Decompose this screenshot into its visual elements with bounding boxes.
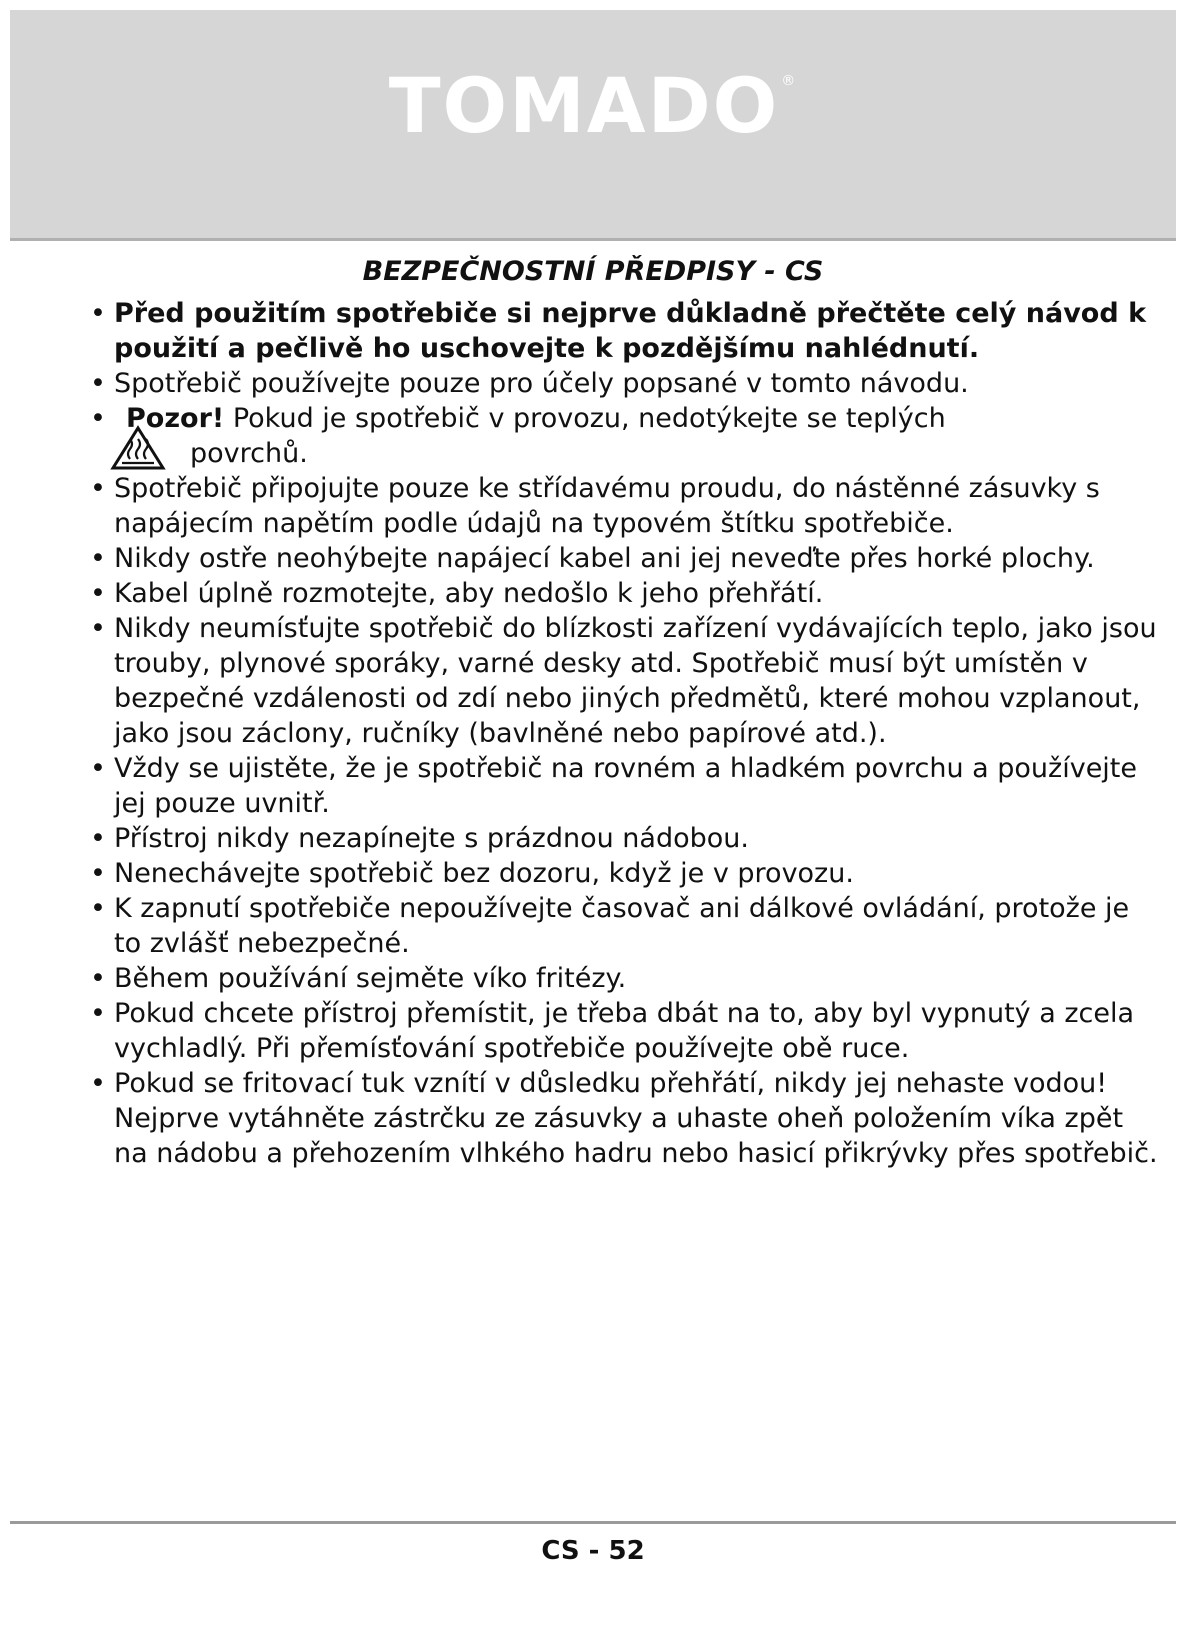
rule-item bbox=[90, 611, 1160, 751]
rule-item bbox=[90, 751, 1160, 821]
brand-logo bbox=[10, 61, 1176, 150]
rule-item-warning bbox=[90, 401, 1160, 471]
bullet: • bbox=[90, 963, 106, 994]
bullet: • bbox=[90, 893, 106, 924]
rule-item bbox=[90, 576, 1160, 611]
rule-text: Vždy se ujistěte, že je spotřebič na rovném a hladkém povrchu a používejte jej pouze uvnitř. bbox=[114, 753, 1138, 819]
bullet: • bbox=[90, 1068, 106, 1099]
bullet: • bbox=[90, 578, 106, 609]
bullet: • bbox=[90, 998, 106, 1029]
rule-text-continued: povrchů. bbox=[190, 438, 308, 469]
rule-text: Nenechávejte spotřebič bez dozoru, když je v provozu. bbox=[114, 858, 854, 889]
rule-text: Pokud se fritovací tuk vznítí v důsledku přehřátí, nikdy jej nehaste vodou! Nejprve vytáhněte zástrčku ze zásuvky a uhaste oheň položením víka zpět na nádobu a přehozením vlhkého hadru nebo hasicí přikrývky přes spotřebič. bbox=[114, 1068, 1158, 1169]
rule-text: Během používání sejměte víko fritézy. bbox=[114, 963, 627, 994]
rule-text: Přístroj nikdy nezapínejte s prázdnou nádobou. bbox=[114, 823, 749, 854]
bullet: • bbox=[90, 298, 106, 329]
safety-rules-list bbox=[90, 296, 1160, 1171]
rule-text: Spotřebič připojujte pouze ke střídavému proudu, do nástěnné zásuvky s napájecím napětím podle údajů na typovém štítku spotřebiče. bbox=[114, 473, 1100, 539]
bullet: • bbox=[90, 753, 106, 784]
rule-item bbox=[90, 856, 1160, 891]
hot-surface-warning-icon bbox=[110, 425, 166, 471]
rule-text: Nikdy neumísťujte spotřebič do blízkosti zařízení vydávajících teplo, jako jsou trouby, plynové sporáky, varné desky atd. Spotřebič musí být umístěn v bezpečné vzdálenosti od zdí nebo jiných předmětů, které mohou vzplanout, jako jsou záclony, ručníky (bavlněné nebo papírové atd.). bbox=[114, 613, 1157, 749]
page-title: BEZPEČNOSTNÍ PŘEDPISY - CS bbox=[362, 256, 824, 287]
bullet: • bbox=[90, 613, 106, 644]
rule-item bbox=[90, 296, 1160, 366]
rule-text: Pokud chcete přístroj přemístit, je třeba dbát na to, aby byl vypnutý a zcela vychladlý. Při přemísťování spotřebiče používejte obě ruce. bbox=[114, 998, 1135, 1064]
rule-text: K zapnutí spotřebiče nepoužívejte časovač ani dálkové ovládání, protože je to zvlášť nebezpečné. bbox=[114, 893, 1130, 959]
bullet: • bbox=[90, 473, 106, 504]
rule-item bbox=[90, 821, 1160, 856]
rule-item bbox=[90, 366, 1160, 401]
rule-text: Spotřebič používejte pouze pro účely popsané v tomto návodu. bbox=[114, 368, 969, 399]
rule-text: Pokud je spotřebič v provozu, nedotýkejte se teplých bbox=[224, 403, 946, 434]
brand-name: TOMADO bbox=[388, 61, 780, 150]
bullet: • bbox=[90, 368, 106, 399]
bullet: • bbox=[90, 403, 106, 434]
footer-divider bbox=[10, 1521, 1176, 1524]
rule-text: Před použitím spotřebiče si nejprve důkladně přečtěte celý návod k použití a pečlivě ho uschovejte k pozdějšímu nahlédnutí. bbox=[114, 298, 1147, 364]
rule-item bbox=[90, 541, 1160, 576]
rule-item bbox=[90, 1066, 1160, 1171]
rule-item bbox=[90, 471, 1160, 541]
rule-item bbox=[90, 891, 1160, 961]
rule-text: Nikdy ostře neohýbejte napájecí kabel ani jej neveďte přes horké plochy. bbox=[114, 543, 1095, 574]
warning-label: Pozor! bbox=[126, 403, 225, 434]
header-band bbox=[10, 10, 1176, 241]
bullet: • bbox=[90, 858, 106, 889]
rule-text: Kabel úplně rozmotejte, aby nedošlo k jeho přehřátí. bbox=[114, 578, 824, 609]
rule-item bbox=[90, 996, 1160, 1066]
rule-item bbox=[90, 961, 1160, 996]
registered-mark: ® bbox=[781, 73, 798, 89]
page-number: CS - 52 bbox=[541, 1536, 645, 1566]
bullet: • bbox=[90, 823, 106, 854]
bullet: • bbox=[90, 543, 106, 574]
